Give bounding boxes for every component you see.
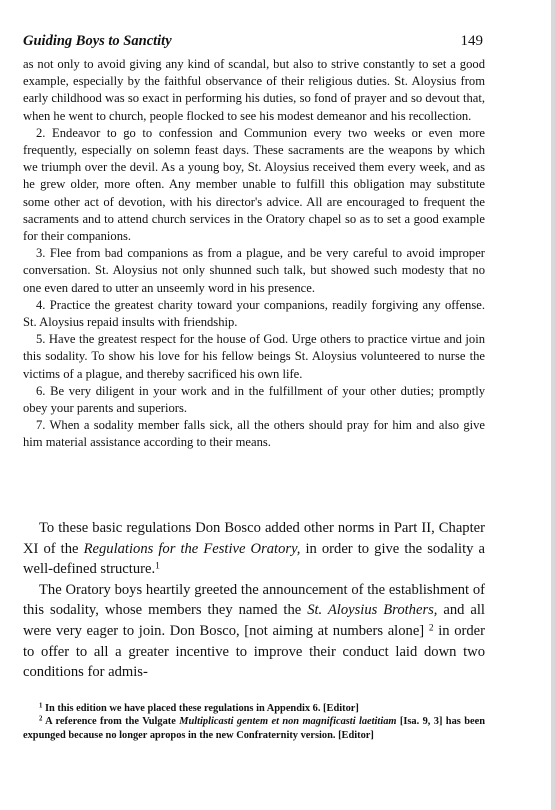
body-text-run: The Oratory boys heartily greeted the announcement of the establishment of this sodality, whose members they named the (23, 581, 485, 619)
footnote-text: A reference from the Vulgate (42, 716, 180, 728)
rule-5: 5. Have the greatest respect for the house of God. Urge others to practice virtue and join this sodality. To show his love for his fellow beings St. Aloysius volunteered to nurse the victims of a plague, and thereby sacrificed his own life. (23, 332, 485, 381)
footnote-text: [Isa. 9, 3] has been expunged because no longer apropos in the new Confraternity version. [Editor] (23, 716, 485, 741)
rule-3: 3. Flee from bad companions as from a plague, and be very careful to avoid improper conversation. St. Aloysius not only shunned such talk, but showed such modesty that no one even dared to utter an unseemly word in his presence. (23, 246, 485, 295)
rule-7: 7. When a sodality member falls sick, all the others should pray for him and also give him material assistance according to their means. (23, 418, 485, 450)
page-edge-shadow (551, 0, 555, 810)
body-paragraph-1 (23, 518, 485, 580)
footnote-1 (23, 702, 485, 715)
body-text (23, 518, 485, 683)
footnote-ref-2: 2 (428, 623, 434, 634)
rule-1-continuation: as not only to avoid giving any kind of scandal, but also to strive constantly to set a good example, especially by the faithful observance of their religious duties. St. Aloysius from early childhood was so exact in performing his duties, so fond of prayer and so devout that, when he went to church, people flocked to see his modest demeanor and his recollection. (23, 57, 485, 123)
vulgate-quotation: Multiplicasti gentem et non magnificasti laetitiam (179, 716, 397, 728)
running-title: Guiding Boys to Sanctity (23, 33, 172, 49)
footnote-mark-2: 2 (39, 716, 43, 724)
rule-2: 2. Endeavor to go to confession and Communion every two weeks or even more frequently, especially on solemn feast days. These sacraments are the weapons by which we triumph over the devil. As a young boy, St. Aloysius received them every week, and as he grew older, more often. Any member unable to fulfill this obligation may substitute some other act of devotion, with his director's advice. All are encouraged to frequent the sacraments and to attend church services in the Oratory chapel so as to set a good example for their companions. (23, 125, 485, 244)
footnote-mark-1: 1 (39, 702, 43, 710)
footnotes (23, 702, 485, 742)
body-text-run: in order to offer to all a greater incentive to improve their conduct laid down two conditions for admis- (23, 622, 485, 681)
page-number: 149 (460, 33, 483, 49)
rule-6: 6. Be very diligent in your work and in the fulfillment of your other duties; promptly obey your parents and superiors. (23, 383, 485, 416)
footnote-ref-1: 1 (155, 561, 160, 572)
regulations-title: Regulations for the Festive Oratory, (83, 540, 301, 557)
page-header (23, 33, 483, 53)
rule-4: 4. Practice the greatest charity toward your companions, readily forgiving any offense. St. Aloysius repaid insults with friendship. (23, 297, 485, 330)
body-text-run: To these basic regulations Don Bosco added other norms in Part II, Chapter XI of the (23, 520, 485, 557)
body-paragraph-2 (23, 580, 485, 683)
sodality-rules (23, 56, 485, 452)
body-text-run: in order to give the sodality a well-defined structure. (23, 540, 485, 578)
sodality-name: St. Aloysius Brothers, (307, 602, 438, 619)
footnote-text: In this edition we have placed these regulations in Appendix 6. [Editor] (42, 703, 359, 714)
body-text-run: and all were very eager to join. Don Bosco, [not aiming at numbers alone] (23, 602, 485, 639)
footnote-2 (23, 715, 485, 742)
